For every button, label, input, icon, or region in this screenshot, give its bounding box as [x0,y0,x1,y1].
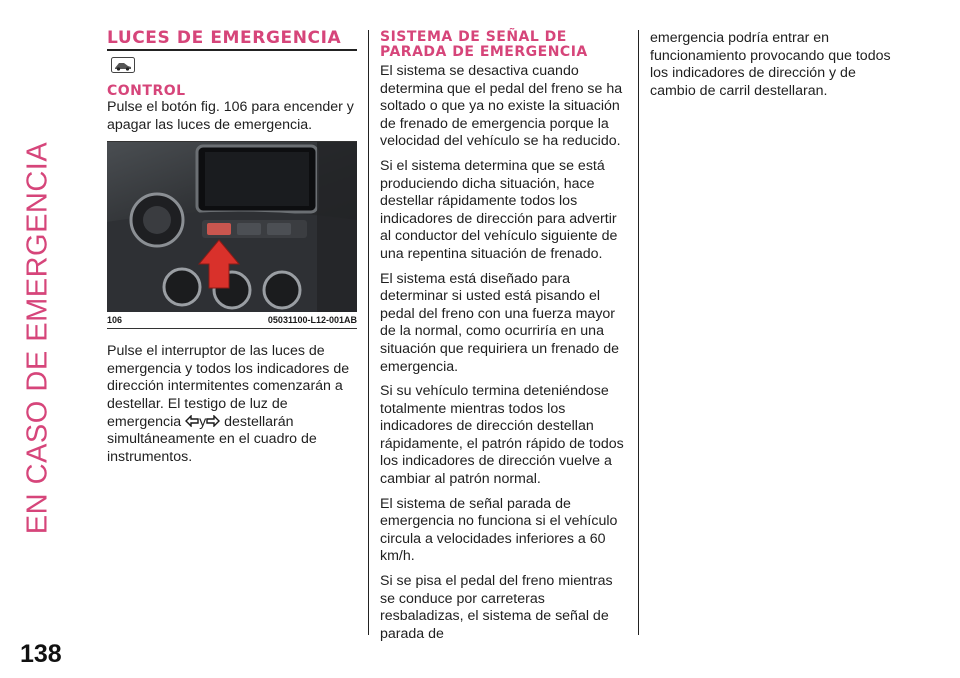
column-2 [380,30,628,650]
sistema-paragraph-3: El sistema está diseñado para determinar si usted está pisando el pedal del freno con una fuerza mayor de la normal, como ocurriría en una situación que requiriera un frenado de emergencia. [380,270,619,375]
subsection-title-control: CONTROL [107,83,186,99]
sistema-paragraph-5: El sistema de señal parada de emergencia no funciona si el vehículo circula a velocidades inferiores a 60 km/h. [380,495,618,565]
turn-right-arrow-icon [206,415,220,427]
turn-left-arrow-icon [185,415,199,427]
figure-code: 05031100-L12-001AB [267,315,357,326]
hazard-body-text [107,343,357,466]
column-divider-2 [638,30,639,635]
dashboard-photo [107,142,357,312]
hazard-body-end: destellarán simultáneamente en el cuadro de instrumentos. [107,413,317,465]
title-rule [107,49,357,51]
page-number: 138 [20,640,62,668]
section-title-luces: LUCES DE EMERGENCIA [107,28,342,48]
sistema-paragraph-2: Si el sistema determina que se está produciendo dicha situación, hace destellar rápidamente todos los indicadores de dirección para advertir al conductor del vehículo siguiente de una repentina situación de frenado. [380,157,618,262]
dashboard-figure [107,141,357,312]
figure-number: 106 [107,315,123,326]
sistema-paragraph-6: Si se pisa el pedal del freno mientras se conduce por carreteras resbaladizas, el sistema de señal de parada de [380,573,613,642]
control-intro-text: Pulse el botón fig. 106 para encender y apagar las luces de emergencia. [107,99,354,133]
hazard-body-start: Pulse el interruptor de las luces de emergencia y todos los indicadores de dirección intermitentes comenzarán a destellar. El testigo de luz de emergencia [107,343,350,430]
hazard-body-y: y [199,413,207,430]
column-3 [650,30,900,107]
column-divider-1 [368,30,369,635]
sistema-paragraph-7: emergencia podría entrar en funcionamiento provocando que todos los indicadores de dirección y de cambio de carril destellaran. [650,30,891,99]
section-title-sistema: SISTEMA DE SEÑAL DE PARADA DE EMERGENCIA [380,29,588,60]
car-option-badge-icon [111,57,135,73]
figure-caption [107,312,357,329]
side-chapter-title: EN CASO DE EMERGENCIA [21,141,54,535]
column-1 [107,30,357,473]
sistema-paragraph-4: Si su vehículo termina deteniéndose totalmente mientras todos los indicadores de dirección destellan rápidamente, el patrón rápido de todos los indicadores de dirección vuelve a cambiar al patrón normal. [380,383,624,488]
sistema-paragraph-1: El sistema se desactiva cuando determina que el pedal del freno se ha soltado o que ya no existe la situación de frenado de emergencia porque la velocidad del vehículo se ha reducido. [380,63,623,150]
